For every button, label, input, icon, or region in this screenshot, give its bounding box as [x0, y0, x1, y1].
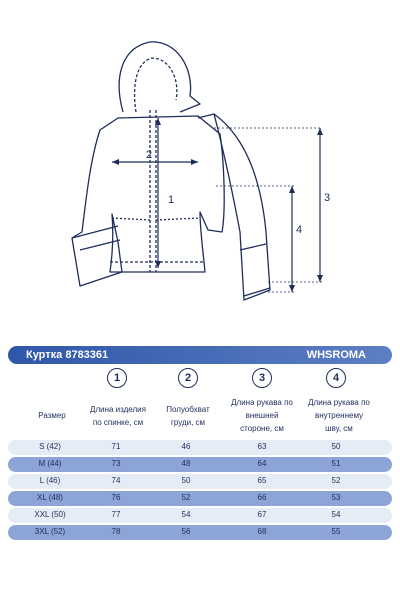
- diagram-label-2: 2: [146, 149, 153, 161]
- hood-inner: [135, 58, 177, 112]
- header-length: Длина изделия по спинке, см: [90, 405, 146, 427]
- header-sleeve-outer: Длина рукава по внешней стороне, см: [231, 398, 293, 433]
- right-sleeve: [198, 114, 270, 300]
- size-header: Размер: [38, 411, 66, 420]
- table-row: L (46) 74 50 65 52: [8, 474, 392, 489]
- column-number-4: 4: [326, 368, 346, 388]
- table-row: XXL (50) 77 54 67 54: [8, 508, 392, 523]
- column-number-3: 3: [252, 368, 272, 388]
- brand-name: WHSROMA: [306, 349, 366, 361]
- waist-seam: [112, 218, 200, 220]
- table-row: S (42) 71 46 63 50: [8, 440, 392, 455]
- diagram-label-3: 3: [324, 192, 331, 204]
- column-number-1: 1: [107, 368, 127, 388]
- body-outline: [72, 116, 224, 286]
- table-row: 3XL (52) 78 56 68 55: [8, 525, 392, 540]
- table-row: M (44) 73 48 64 51: [8, 457, 392, 472]
- product-title: Куртка 8783361: [26, 349, 109, 361]
- diagram-label-1: 1: [168, 194, 175, 206]
- right-cuff: [240, 244, 270, 296]
- header-sleeve-inner: Длина рукава по внутреннему шву, см: [308, 398, 370, 433]
- header-chest: Полуобхват груди, см: [166, 405, 210, 427]
- zipper: [150, 110, 156, 272]
- hood-outline: [119, 42, 200, 112]
- column-number-2: 2: [178, 368, 198, 388]
- diagram-label-4: 4: [296, 224, 303, 236]
- product-banner: [8, 346, 392, 364]
- table-row: XL (48) 76 52 66 53: [8, 491, 392, 506]
